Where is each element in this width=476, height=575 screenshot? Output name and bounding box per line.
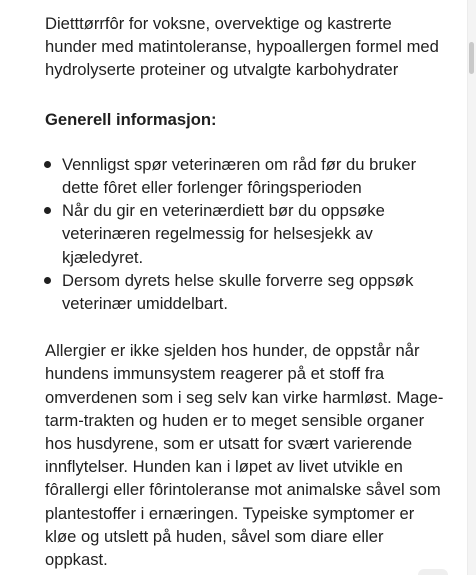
product-intro-text: Dietttørrfôr for voksne, overvektige og kastrerte hunder med matintoleranse, hypoallergen formel med hydrolyserte proteiner og utvalgte karbohydrater — [45, 14, 439, 80]
scrollbar-thumb[interactable] — [469, 42, 474, 74]
list-item: Når du gir en veterinærdiett bør du oppsøke veterinæren regelmessig for helsesjekk av kjæledyret. — [45, 199, 445, 269]
allergy-info-text: Allergier er ikke sjelden hos hunder, de oppstår når hundens immunsystem reagerer på et stoff fra omverdenen som i seg selv kan virke harmløst. Mage-tarm-trakten og huden er to meget sensible organer hos husdyrene, som er utsatt for svært varierende innflytelser. Hunden kan i løpet av livet utvikle en fôrallergi eller fôrintoleranse mot animalske såvel som plantestoffer i ernæringen. Typeiske symptomer er kløe og utslett på huden, såvel som diare eller oppkast. — [45, 341, 444, 570]
general-info-heading: Generell informasjon: — [45, 109, 217, 129]
vertical-scrollbar[interactable] — [467, 0, 476, 575]
list-item: Vennligst spør veterinæren om råd før du bruker dette fôret eller forlenger fôringsperioden — [45, 153, 445, 199]
general-info-list — [45, 153, 445, 315]
product-description — [45, 12, 445, 571]
bottom-edge-shadow — [418, 569, 448, 575]
list-item: Dersom dyrets helse skulle forverre seg oppsøk veterinær umiddelbart. — [45, 269, 445, 315]
